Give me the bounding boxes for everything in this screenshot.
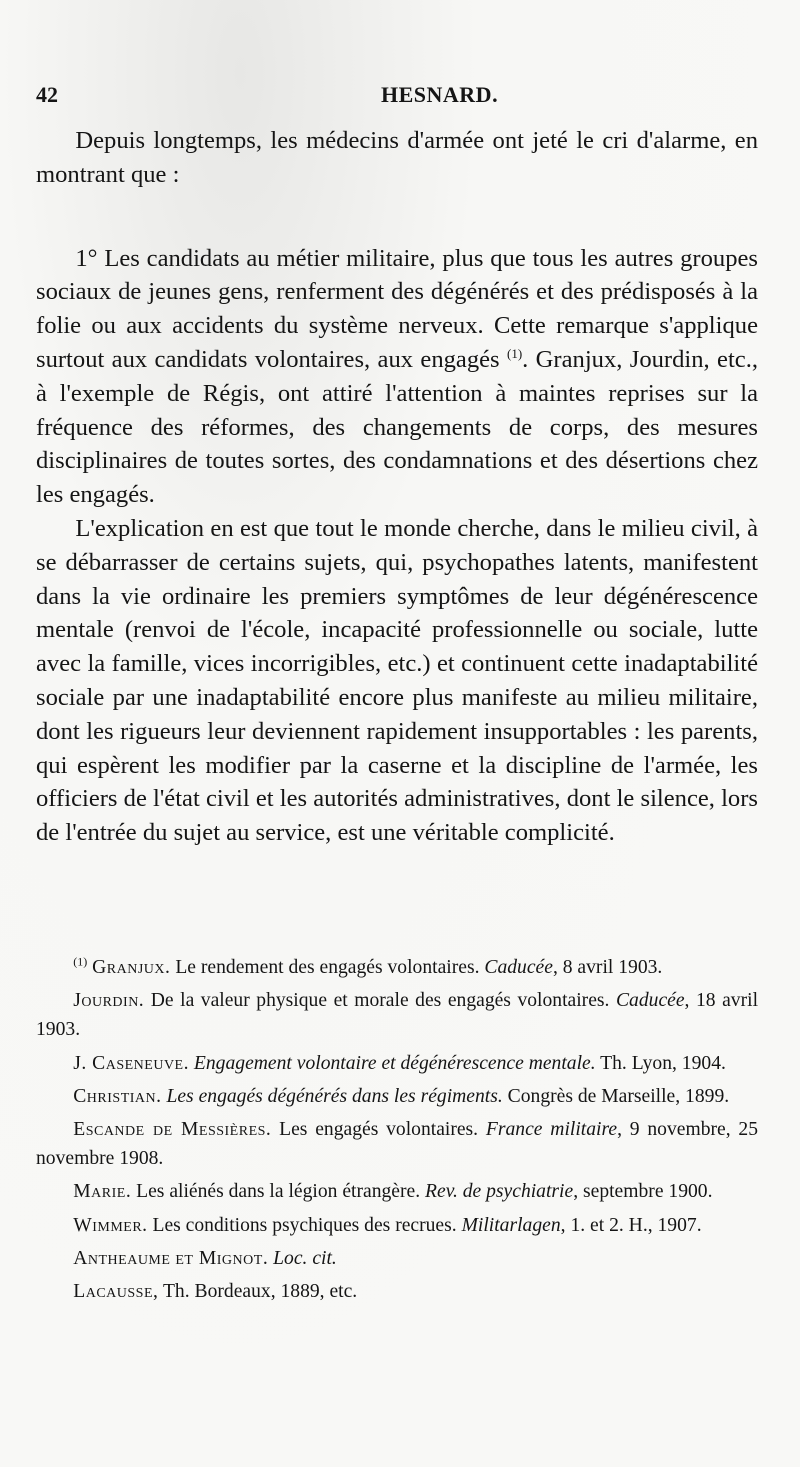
footnote-author: Granjux.: [92, 957, 171, 978]
footnote-author: Escande de Messières.: [73, 1119, 272, 1141]
footnote-author: J. Caseneuve.: [73, 1052, 190, 1074]
footnote-title: Le rendement des engagés volontaires.: [175, 957, 480, 978]
footnote-author: Antheaume: [73, 1247, 171, 1269]
footnote-details: , 1. et 2. H., 1907.: [560, 1214, 702, 1236]
footnote: [36, 1049, 758, 1078]
footnote-details: Th. Lyon, 1904.: [595, 1052, 726, 1074]
footnote: [36, 1082, 758, 1111]
footnote-author: Jourdin.: [73, 990, 145, 1012]
footnote-coauthor: et Mignot.: [175, 1247, 269, 1269]
running-head: HESNARD.: [381, 82, 499, 107]
footnote-author: Wimmer.: [73, 1214, 148, 1236]
footnote: [36, 1177, 758, 1206]
footnote-source: Engagement volontaire et dégénérescence mentale.: [193, 1052, 596, 1074]
paragraph-2: [36, 242, 758, 512]
footnote-source: Les engagés dégénérés dans les régiments.: [166, 1085, 503, 1107]
footnote-author: Marie.: [73, 1181, 132, 1203]
footnote: [36, 986, 758, 1044]
footnote-details: , 9 novembre, 25 novembre 1908.: [36, 1119, 759, 1170]
paragraph-2-text-b: . Granjux, Jourdin, etc., à l'exemple de Régis, ont attiré l'attention à maintes reprises sur la fréquence des réformes, des changements de corps, des mesures disciplinaires de toutes sortes, des condamnations et des désertions chez les engagés.: [36, 345, 758, 509]
footnote: [36, 1211, 758, 1240]
footnote-source: Rev. de psychiatrie: [425, 1181, 574, 1203]
footnote-title: Les conditions psychiques des recrues.: [152, 1214, 457, 1236]
footnote-details: , 18 avril 1903.: [36, 990, 759, 1041]
paragraph-1: Depuis longtemps, les médecins d'armée ont jeté le cri d'alarme, en montrant que :: [36, 127, 758, 188]
paragraph-2-text-a: 1° Les candidats au métier militaire, plus que tous les autres groupes sociaux de jeunes gens, renferment des dégénérés et des prédisposés à la folie ou aux accidents du système nerveux. Cette remarque s'applique surtout aux candidats volontaires, aux engagés: [36, 244, 758, 373]
footnote-source: Loc. cit.: [273, 1247, 337, 1269]
page-header: [36, 82, 766, 116]
body-text: [36, 124, 758, 850]
footnote-source: Militarlagen: [461, 1214, 561, 1236]
footnote-details: Th. Bordeaux, 1889, etc.: [162, 1281, 358, 1303]
page-number: 42: [36, 82, 58, 107]
footnote-source: Caducée: [615, 990, 685, 1012]
footnote: [36, 1115, 758, 1173]
footnote: [36, 1244, 758, 1273]
footnotes: [36, 953, 758, 1310]
footnote-title: Les engagés volontaires.: [279, 1119, 479, 1141]
footnote-number: (1): [73, 954, 88, 969]
footnote-ref: (1): [506, 345, 523, 361]
footnote-source: Caducée: [484, 957, 553, 978]
footnote-details: , septembre 1900.: [573, 1181, 713, 1203]
footnote-details: , 8 avril 1903.: [552, 957, 663, 978]
footnote-details: Congrès de Marseille, 1899.: [502, 1085, 730, 1107]
footnote-source: France militaire: [485, 1119, 618, 1141]
footnote-title: Les aliénés dans la légion étrangère.: [136, 1181, 421, 1203]
footnote-title: De la valeur physique et morale des engagés volontaires.: [150, 990, 610, 1012]
footnote: [36, 1277, 758, 1306]
footnote-author: Lacausse,: [73, 1281, 159, 1303]
footnote: [36, 953, 758, 982]
paragraph-3: L'explication en est que tout le monde cherche, dans le milieu civil, à se débarrasser de certains sujets, qui, psychopathes latents, manifestent dans la vie ordinaire les premiers symptômes de leur dégénérescence mentale (renvoi de l'école, incapacité professionnelle ou sociale, lutte avec la famille, vices incorrigibles, etc.) et continuent cette inadaptabilité sociale par une inadaptabilité encore plus manifeste au milieu militaire, dont les rigueurs leur deviennent rapidement insupportables : les parents, qui espèrent les modifier par la caserne et la discipline de l'armée, les officiers de l'état civil et les autorités administratives, dont le silence, lors de l'entrée du sujet au service, est une véritable complicité.: [36, 514, 758, 847]
footnote-author: Christian.: [73, 1085, 162, 1107]
